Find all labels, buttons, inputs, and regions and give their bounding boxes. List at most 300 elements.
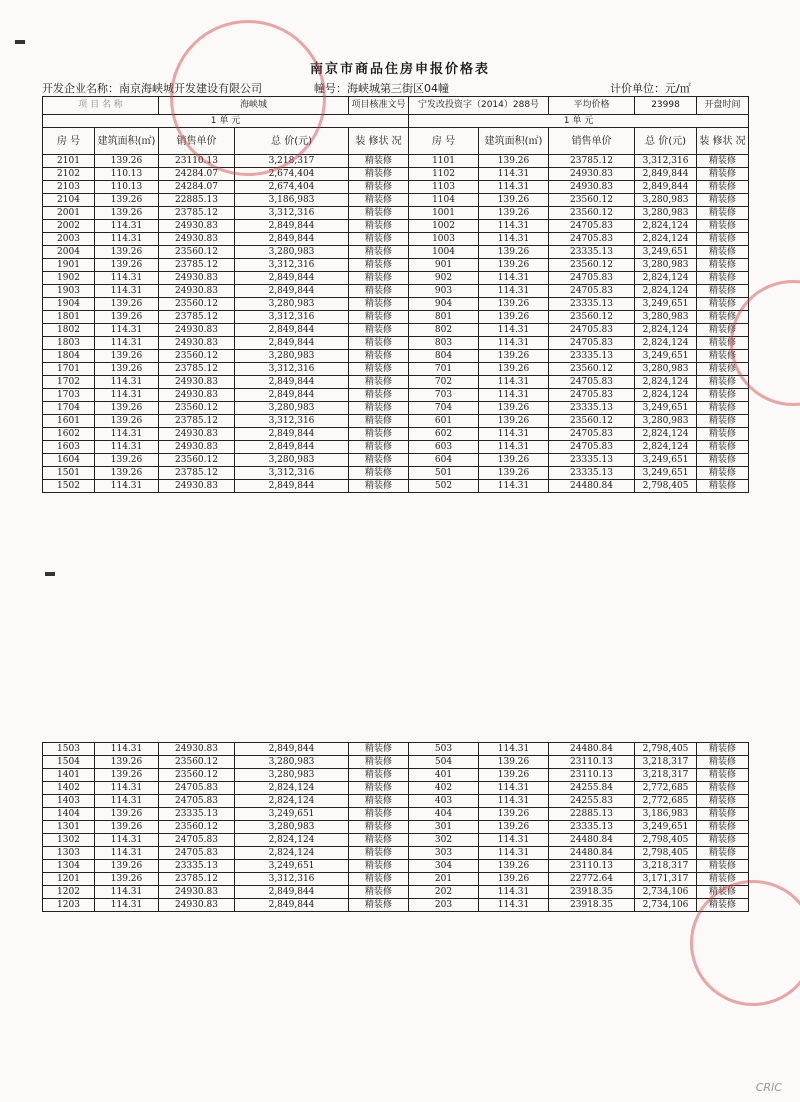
table-cell: 1303 [43,847,95,860]
table-cell: 114.31 [479,324,549,337]
table-cell: 1002 [409,220,479,233]
table-cell: 304 [409,860,479,873]
open-time-label: 开盘时间 [697,97,749,115]
table-cell: 3,218,317 [635,756,697,769]
table-cell: 802 [409,324,479,337]
table-row [43,233,749,246]
table-cell: 3,249,651 [635,246,697,259]
table-cell: 2,849,844 [235,285,349,298]
watermark-logo: CRIC [755,1081,782,1094]
table-cell: 精装修 [697,756,749,769]
table-cell: 2,824,124 [635,441,697,454]
table-cell: 3,218,317 [235,155,349,168]
table-row [43,207,749,220]
table-cell: 3,312,316 [235,311,349,324]
column-header-row [43,128,749,155]
table-cell: 1202 [43,886,95,899]
table-cell: 2,824,124 [235,834,349,847]
table-row [43,402,749,415]
table-cell: 114.31 [479,899,549,912]
seal-stamp-top [170,20,326,176]
table-cell: 201 [409,873,479,886]
table-cell: 24705.83 [549,441,635,454]
table-cell: 23335.13 [549,246,635,259]
table-cell: 1301 [43,821,95,834]
table-cell: 2102 [43,168,95,181]
table-cell: 1403 [43,795,95,808]
table-cell: 302 [409,834,479,847]
table-cell: 139.26 [479,415,549,428]
table-cell: 2,849,844 [235,428,349,441]
table-cell: 24930.83 [159,337,235,350]
table-cell: 1902 [43,272,95,285]
approval-label: 项目核准文号 [349,97,409,115]
table-row [43,155,749,168]
table-cell: 139.26 [479,769,549,782]
table-cell: 23560.12 [549,311,635,324]
table-cell: 110.13 [95,181,159,194]
table-cell: 24255.83 [549,795,635,808]
table-cell: 403 [409,795,479,808]
table-cell: 1203 [43,899,95,912]
table-row [43,795,749,808]
table-cell: 23560.12 [159,821,235,834]
table-row [43,168,749,181]
table-cell: 1501 [43,467,95,480]
table-cell: 3,171,317 [635,873,697,886]
table-cell: 1003 [409,233,479,246]
table-cell: 1704 [43,402,95,415]
table-cell: 22885.13 [549,808,635,821]
table-cell: 精装修 [349,769,409,782]
table-row [43,454,749,467]
table-cell: 203 [409,899,479,912]
table-row [43,873,749,886]
table-cell: 23110.13 [159,155,235,168]
table-cell: 603 [409,441,479,454]
table-row [43,220,749,233]
table-cell: 2,772,685 [635,795,697,808]
table-cell: 3,280,983 [235,402,349,415]
approval-value: 宁发改投资字（2014）288号 [409,97,549,115]
table-cell: 139.26 [95,808,159,821]
table-cell: 精装修 [697,259,749,272]
table-cell: 110.13 [95,168,159,181]
table-cell: 139.26 [479,246,549,259]
table-cell: 139.26 [95,467,159,480]
table-cell: 1701 [43,363,95,376]
table-cell: 1103 [409,181,479,194]
table-cell: 23560.12 [549,363,635,376]
table-cell: 24480.84 [549,834,635,847]
table-cell: 139.26 [479,860,549,873]
table-cell: 114.31 [479,389,549,402]
table-cell: 23560.12 [159,756,235,769]
table-row [43,769,749,782]
table-cell: 1602 [43,428,95,441]
table-cell: 2003 [43,233,95,246]
table-cell: 2103 [43,181,95,194]
table-cell: 精装修 [349,376,409,389]
table-cell: 1004 [409,246,479,259]
table-cell: 精装修 [349,756,409,769]
column-header: 总 价(元) [235,128,349,155]
table-cell: 2,849,844 [235,337,349,350]
table-cell: 精装修 [697,743,749,756]
table-cell: 23335.13 [549,402,635,415]
table-cell: 24705.83 [159,795,235,808]
table-cell: 2,849,844 [235,233,349,246]
table-cell: 精装修 [349,899,409,912]
table-cell: 3,312,316 [635,155,697,168]
table-cell: 114.31 [479,834,549,847]
table-cell: 精装修 [349,834,409,847]
avg-price-value: 23998 [635,97,697,115]
table-row [43,428,749,441]
table-cell: 1401 [43,769,95,782]
table-cell: 114.31 [95,834,159,847]
table-cell: 3,249,651 [635,402,697,415]
project-info-row [43,97,749,115]
unit-left: 1 单 元 [43,115,409,128]
table-cell: 精装修 [697,441,749,454]
table-cell: 23335.13 [159,860,235,873]
table-cell: 114.31 [95,743,159,756]
table-cell: 精装修 [349,454,409,467]
table-cell: 139.26 [479,756,549,769]
table-cell: 139.26 [95,402,159,415]
table-cell: 903 [409,285,479,298]
table-row [43,899,749,912]
table-cell: 114.31 [479,743,549,756]
developer-name: 开发企业名称：南京海峡城开发建设有限公司 [42,82,262,95]
table-cell: 24480.84 [549,847,635,860]
table-cell: 1904 [43,298,95,311]
table-cell: 114.31 [95,441,159,454]
price-table-top [42,96,749,493]
table-cell: 精装修 [349,821,409,834]
table-cell: 精装修 [697,363,749,376]
table-cell: 精装修 [697,402,749,415]
table-cell: 精装修 [349,259,409,272]
table-cell: 1903 [43,285,95,298]
table-cell: 2,824,124 [635,428,697,441]
table-cell: 2,849,844 [235,441,349,454]
table-cell: 24930.83 [549,168,635,181]
table-cell: 1604 [43,454,95,467]
table-cell: 114.31 [479,480,549,493]
table-cell: 139.26 [95,246,159,259]
table-cell: 24705.83 [549,389,635,402]
table-cell: 3,312,316 [235,873,349,886]
table-cell: 2,849,844 [235,389,349,402]
table-cell: 3,280,983 [235,246,349,259]
table-cell: 23335.13 [549,454,635,467]
price-table-bottom [42,742,749,912]
table-cell: 3,280,983 [635,311,697,324]
table-cell: 2101 [43,155,95,168]
table-cell: 精装修 [697,155,749,168]
table-cell: 精装修 [349,428,409,441]
table-row [43,311,749,324]
table-cell: 1702 [43,376,95,389]
table-cell: 139.26 [95,821,159,834]
table-cell: 精装修 [697,847,749,860]
table-cell: 24930.83 [159,743,235,756]
table-cell: 精装修 [349,441,409,454]
table-cell: 139.26 [479,467,549,480]
table-cell: 2,849,844 [635,181,697,194]
table-cell: 精装修 [697,782,749,795]
table-cell: 精装修 [349,743,409,756]
table-cell: 114.31 [95,428,159,441]
table-cell: 2,824,124 [635,389,697,402]
column-header: 总 价(元) [635,128,697,155]
table-cell: 2,824,124 [635,220,697,233]
table-cell: 23785.12 [159,259,235,272]
table-cell: 2,674,404 [235,168,349,181]
table-cell: 3,312,316 [235,207,349,220]
table-cell: 904 [409,298,479,311]
table-cell: 2,798,405 [635,847,697,860]
table-cell: 114.31 [95,899,159,912]
table-cell: 24705.83 [159,782,235,795]
table-cell: 1804 [43,350,95,363]
table-cell: 精装修 [349,246,409,259]
table-cell: 114.31 [95,376,159,389]
table-cell: 24930.83 [159,441,235,454]
table-cell: 3,280,983 [235,756,349,769]
table-cell: 23335.13 [549,821,635,834]
table-cell: 精装修 [349,480,409,493]
table-cell: 114.31 [479,233,549,246]
table-cell: 3,280,983 [635,207,697,220]
table-row [43,298,749,311]
table-cell: 114.31 [479,886,549,899]
table-cell: 3,280,983 [635,363,697,376]
table-cell: 精装修 [697,480,749,493]
table-cell: 3,249,651 [635,821,697,834]
document-title: 南京市商品住房申报价格表 [309,62,490,77]
table-cell: 24930.83 [159,272,235,285]
table-cell: 114.31 [95,220,159,233]
table-cell: 23560.12 [159,298,235,311]
table-row [43,259,749,272]
table-cell: 503 [409,743,479,756]
table-cell: 24705.83 [549,272,635,285]
table-cell: 1302 [43,834,95,847]
table-cell: 1402 [43,782,95,795]
table-cell: 2,772,685 [635,782,697,795]
table-cell: 精装修 [349,847,409,860]
column-header: 销售单价 [159,128,235,155]
table-cell: 2,849,844 [235,886,349,899]
table-cell: 2,824,124 [235,782,349,795]
table-cell: 23110.13 [549,769,635,782]
table-cell: 2,674,404 [235,181,349,194]
table-cell: 114.31 [95,795,159,808]
table-cell: 1201 [43,873,95,886]
table-row [43,886,749,899]
table-cell: 139.26 [479,350,549,363]
table-cell: 精装修 [349,311,409,324]
table-cell: 114.31 [479,337,549,350]
table-row [43,441,749,454]
table-cell: 22885.13 [159,194,235,207]
table-cell: 精装修 [349,298,409,311]
table-cell: 23785.12 [549,155,635,168]
table-row [43,376,749,389]
table-cell: 139.26 [95,155,159,168]
table-cell: 24705.83 [549,324,635,337]
table-cell: 803 [409,337,479,350]
table-cell: 114.31 [95,272,159,285]
table-cell: 601 [409,415,479,428]
table-cell: 24705.83 [549,285,635,298]
table-cell: 精装修 [349,285,409,298]
table-cell: 23785.12 [159,363,235,376]
table-cell: 23335.13 [159,808,235,821]
unit-right: 1 单 元 [409,115,749,128]
table-cell: 114.31 [95,233,159,246]
table-row [43,808,749,821]
table-cell: 139.26 [95,298,159,311]
table-cell: 3,249,651 [235,808,349,821]
table-cell: 精装修 [349,389,409,402]
table-cell: 精装修 [697,795,749,808]
table-cell: 114.31 [479,220,549,233]
table-cell: 1001 [409,207,479,220]
table-cell: 精装修 [697,285,749,298]
rows-bottom [43,743,749,912]
table-cell: 23560.12 [159,454,235,467]
table-cell: 23560.12 [159,246,235,259]
table-cell: 3,280,983 [635,259,697,272]
table-cell: 24480.84 [549,743,635,756]
table-cell: 精装修 [697,311,749,324]
table-row [43,415,749,428]
table-cell: 2,824,124 [635,285,697,298]
table-cell: 3,186,983 [235,194,349,207]
table-cell: 2,734,106 [635,899,697,912]
table-cell: 23918.35 [549,899,635,912]
building-number: 幢号：海峡城第三街区04幢 [314,82,449,95]
table-cell: 3,186,983 [635,808,697,821]
table-cell: 3,280,983 [235,350,349,363]
table-cell: 2,824,124 [235,847,349,860]
table-cell: 804 [409,350,479,363]
table-row [43,337,749,350]
table-cell: 139.26 [95,769,159,782]
table-cell: 1802 [43,324,95,337]
scan-mark-middle [45,572,55,576]
table-cell: 1803 [43,337,95,350]
table-cell: 23785.12 [159,311,235,324]
table-cell: 精装修 [697,415,749,428]
table-cell: 402 [409,782,479,795]
table-cell: 139.26 [479,298,549,311]
table-cell: 精装修 [697,220,749,233]
table-cell: 精装修 [697,181,749,194]
table-cell: 24705.83 [159,834,235,847]
table-cell: 114.31 [479,441,549,454]
table-cell: 902 [409,272,479,285]
table-cell: 23918.35 [549,886,635,899]
column-header: 建筑面积(㎡) [95,128,159,155]
table-cell: 23785.12 [159,207,235,220]
table-cell: 114.31 [479,376,549,389]
table-cell: 2002 [43,220,95,233]
table-cell: 139.26 [479,808,549,821]
table-cell: 精装修 [349,415,409,428]
table-cell: 24705.83 [549,233,635,246]
table-cell: 703 [409,389,479,402]
table-cell: 23560.12 [549,415,635,428]
table-cell: 23110.13 [549,860,635,873]
table-cell: 139.26 [479,454,549,467]
table-cell: 2,798,405 [635,743,697,756]
table-cell: 精装修 [697,769,749,782]
table-cell: 精装修 [697,350,749,363]
price-unit: 计价单位：元/㎡ [610,82,691,95]
table-cell: 精装修 [697,428,749,441]
table-cell: 精装修 [349,363,409,376]
table-cell: 精装修 [697,860,749,873]
table-cell: 精装修 [349,886,409,899]
table-cell: 24930.83 [159,285,235,298]
table-cell: 24284.07 [159,168,235,181]
table-cell: 114.31 [95,480,159,493]
table-cell: 3,249,651 [635,350,697,363]
table-cell: 139.26 [479,207,549,220]
table-cell: 2,849,844 [235,220,349,233]
column-header: 房 号 [43,128,95,155]
table-cell: 604 [409,454,479,467]
table-row [43,272,749,285]
table-row [43,350,749,363]
table-cell: 23560.12 [159,350,235,363]
table-row [43,860,749,873]
table-cell: 114.31 [95,782,159,795]
table-cell: 3,312,316 [235,415,349,428]
table-cell: 精装修 [697,272,749,285]
table-cell: 24705.83 [549,337,635,350]
table-cell: 24930.83 [159,220,235,233]
table-cell: 3,312,316 [235,259,349,272]
table-cell: 2,824,124 [635,272,697,285]
table-row [43,756,749,769]
table-cell: 501 [409,467,479,480]
column-header: 装 修状 况 [349,128,409,155]
table-row [43,782,749,795]
table-cell: 504 [409,756,479,769]
column-header: 销售单价 [549,128,635,155]
table-cell: 精装修 [349,860,409,873]
table-cell: 24930.83 [159,324,235,337]
table-cell: 23335.13 [549,350,635,363]
unit-row [43,115,749,128]
table-cell: 23560.12 [549,194,635,207]
table-cell: 24705.83 [159,847,235,860]
table-cell: 精装修 [349,220,409,233]
table-cell: 23560.12 [549,207,635,220]
table-cell: 139.26 [95,415,159,428]
table-row [43,324,749,337]
table-cell: 114.31 [95,324,159,337]
project-label: 项 目 名 称 [43,97,159,115]
table-cell: 139.26 [95,259,159,272]
table-cell: 3,312,316 [235,467,349,480]
